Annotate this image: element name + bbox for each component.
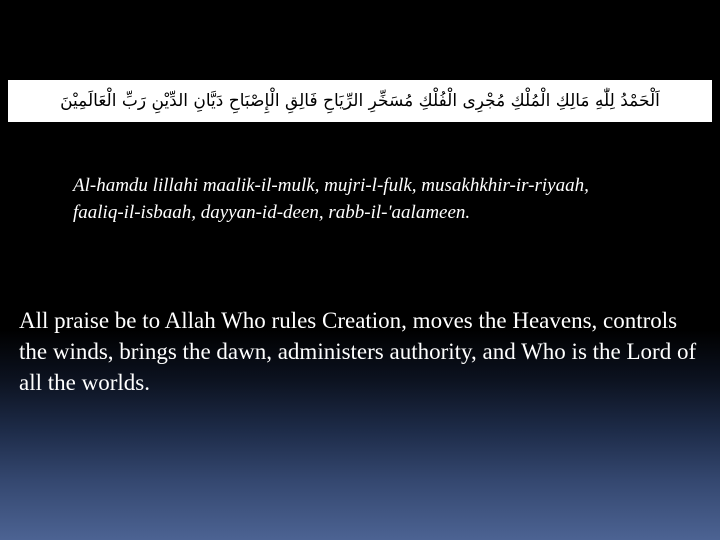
arabic-text: اَلْحَمْدُ لِلّٰهِ مَالِكِ الْمُلْكِ مُجْرِى الْفُلْكِ مُسَخِّرِ الرِّيَاحِ فَالِقِ الْإِصْبَاحِ دَيَّانِ الدِّيْنِ رَبِّ الْعَالَمِيْنَ <box>60 91 660 111</box>
translation-text: All praise be to Allah Who rules Creation, moves the Heavens, controls the winds, brings the dawn, administers authority, and Who is the Lord of all the worlds. <box>19 308 697 395</box>
transliteration-text: Al-hamdu lillahi maalik-il-mulk, mujri-l-fulk, musakhkhir-ir-riyaah, faaliq-il-isbaah, dayyan-id-deen, rabb-il-'aalameen. <box>73 175 589 223</box>
arabic-text-banner <box>8 80 712 122</box>
